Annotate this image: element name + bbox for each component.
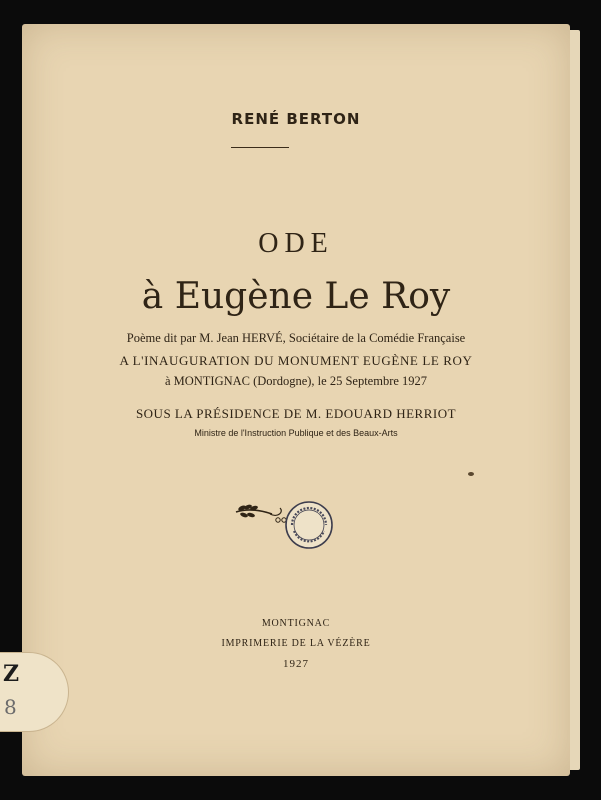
- shelfmark-number: 8: [4, 695, 17, 719]
- document-page: [22, 24, 570, 776]
- subtitle-line-3: à MONTIGNAC (Dordogne), le 25 Septembre 1927: [164, 374, 428, 388]
- imprint-city: MONTIGNAC: [261, 618, 331, 629]
- author-name: RENÉ BERTON: [231, 110, 361, 128]
- title-rule: [231, 147, 289, 148]
- title-subject: à Eugène Le Roy: [141, 276, 451, 317]
- library-stamp-icon: [282, 498, 336, 552]
- title-ode: ODE: [258, 228, 334, 259]
- subtitle-line-4: SOUS LA PRÉSIDENCE DE M. EDOUARD HERRIOT: [135, 406, 457, 421]
- subtitle-line-5: Ministre de l'Instruction Publique et des Beaux-Arts: [194, 428, 398, 438]
- subtitle-line-1: Poème dit par M. Jean HERVÉ, Sociétaire de la Comédie Française: [126, 331, 466, 345]
- subtitle-line-2: A L'INAUGURATION DU MONUMENT EUGÈNE LE ROY: [119, 353, 473, 368]
- imprint-printer: IMPRIMERIE DE LA VÉZÈRE: [221, 638, 371, 649]
- imprint-year: 1927: [283, 658, 309, 670]
- paper-spot: [468, 472, 474, 476]
- shelfmark-letter: Z: [3, 661, 20, 687]
